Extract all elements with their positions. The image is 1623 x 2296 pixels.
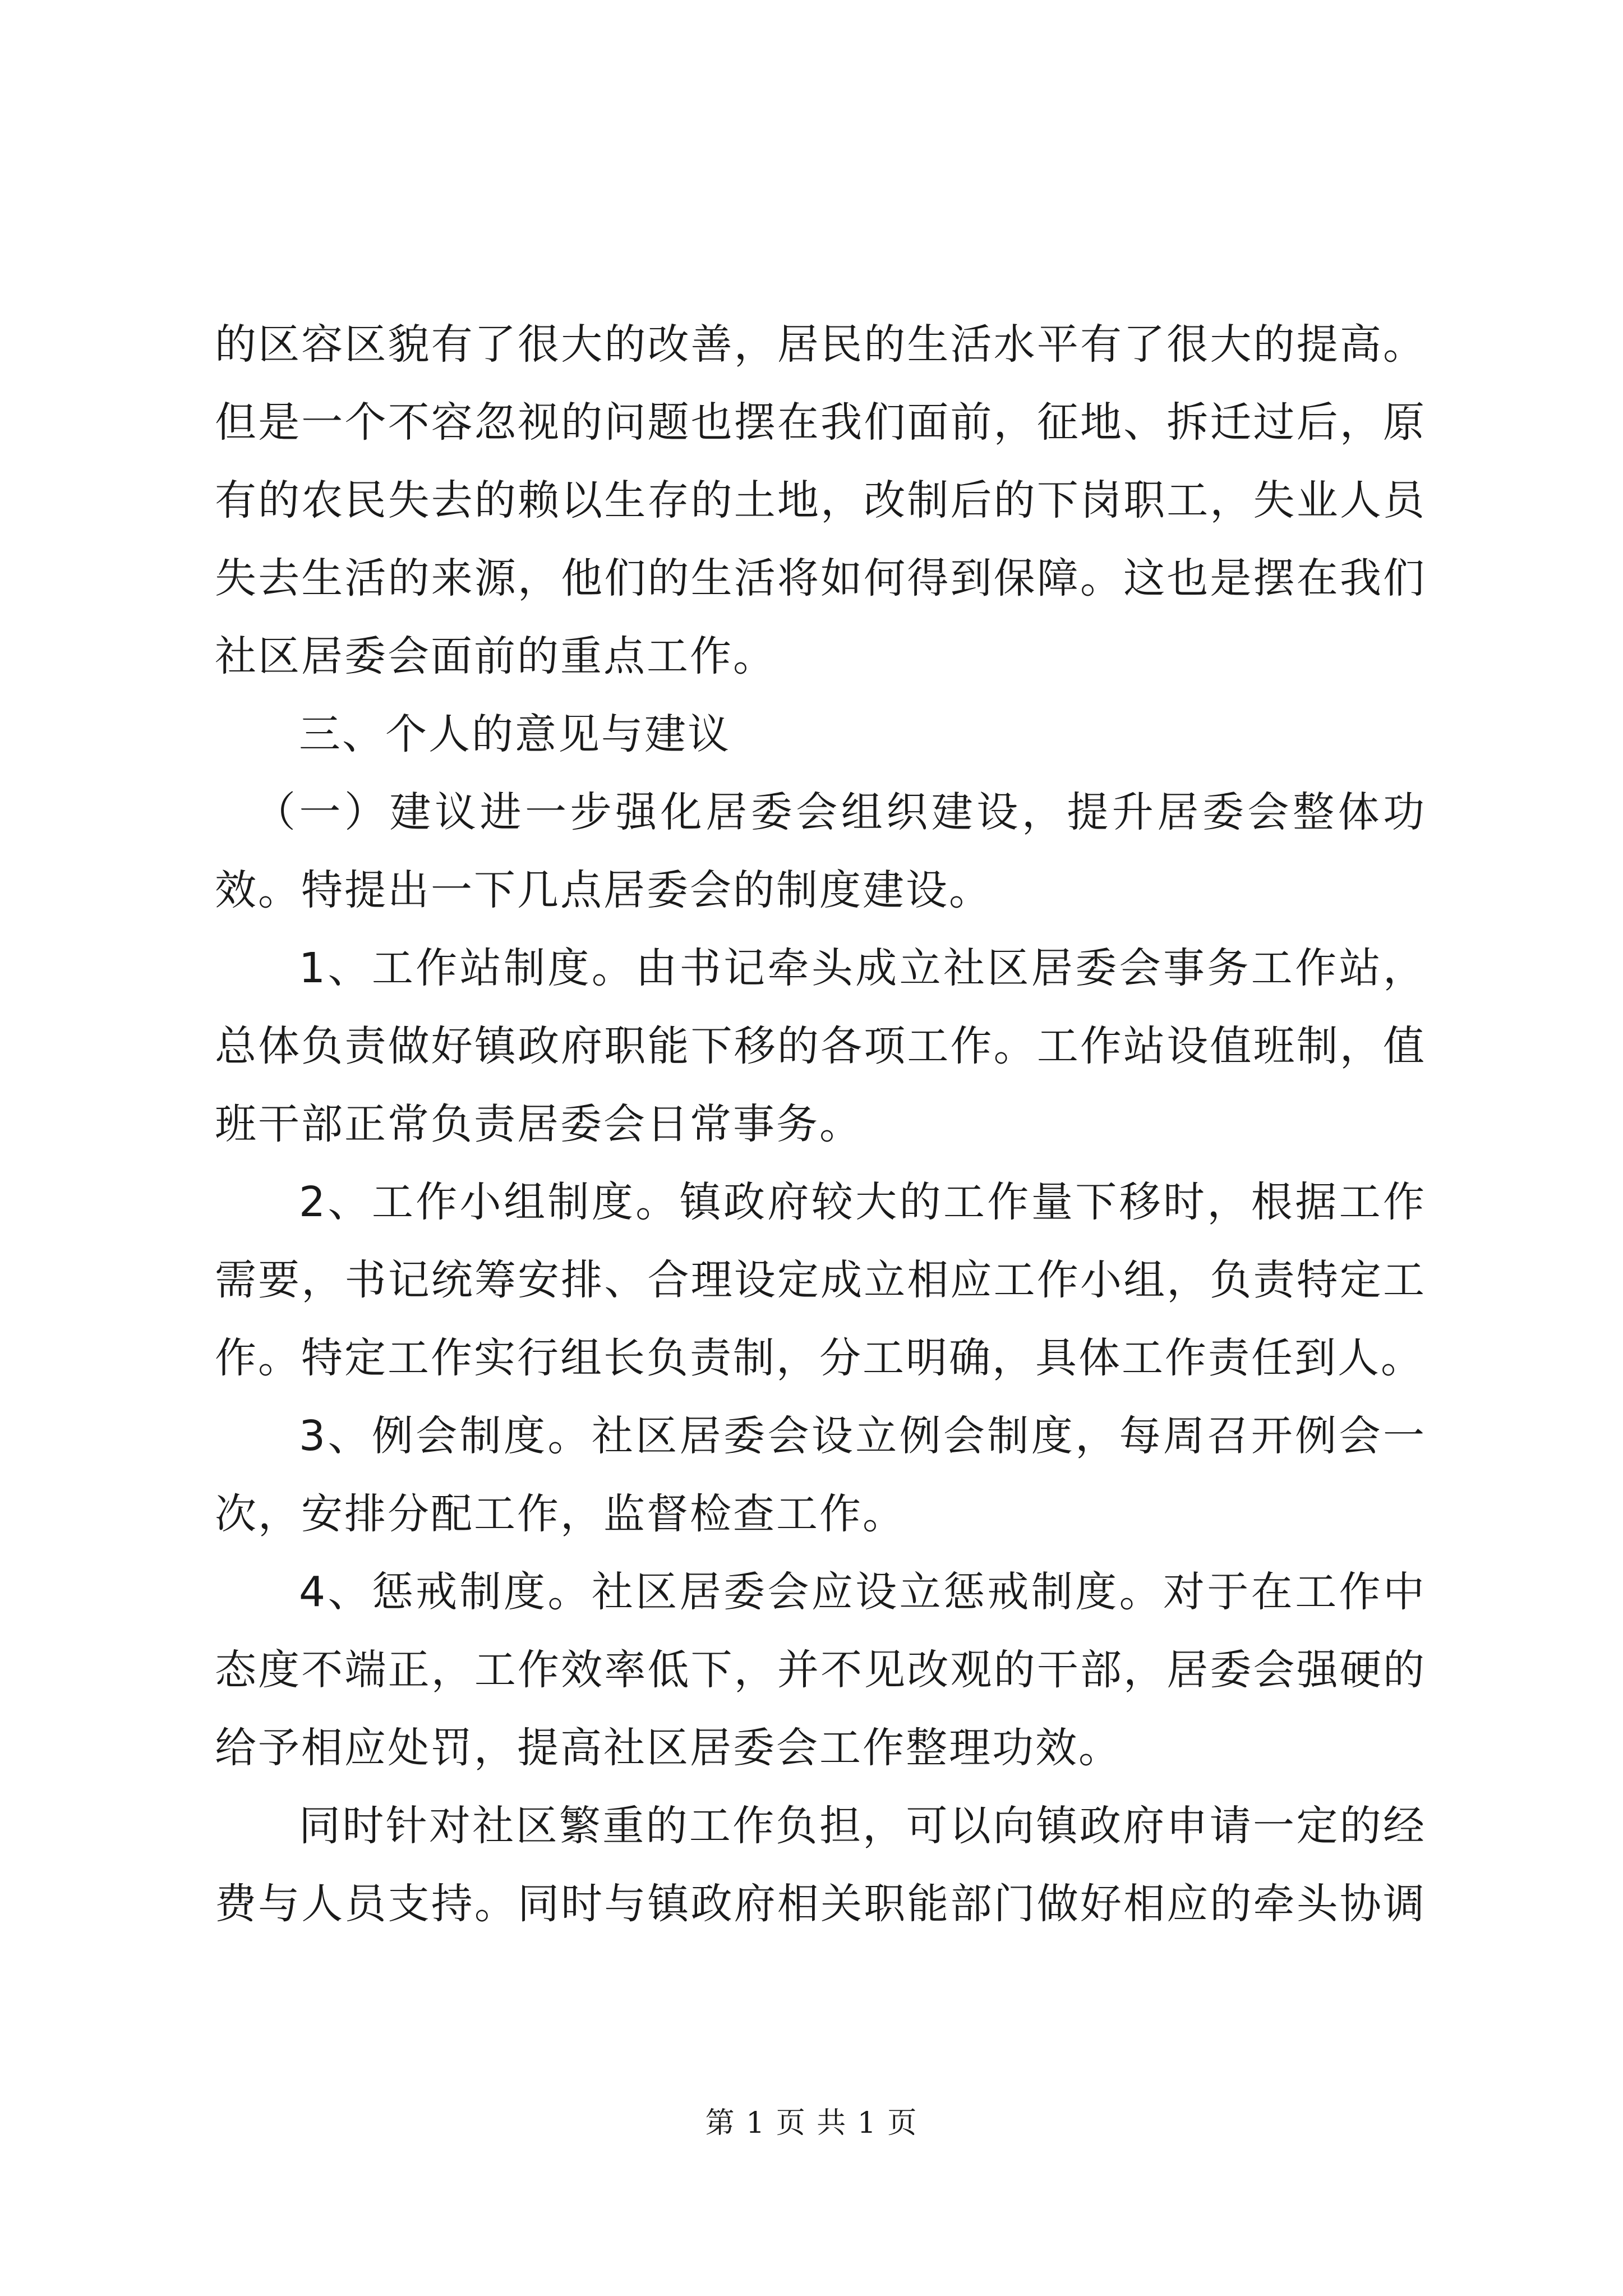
text-line: 3、例会制度。社区居委会设立例会制度，每周召开例会一 [299,1412,1426,1460]
text-line: 班干部正常负责居委会日常事务。 [215,1100,863,1148]
text-line: 态度不端正，工作效率低下，并不见改观的干部，居委会强硬的 [215,1646,1426,1694]
text-line: 有的农民失去的赖以生存的土地，改制后的下岗职工，失业人员 [215,476,1426,524]
paragraph-suggestion-one [215,774,1426,930]
text-line: 失去生活的来源，他们的生活将如何得到保障。这也是摆在我们 [215,554,1426,602]
text-line: 的区容区貌有了很大的改善，居民的生活水平有了很大的提高。 [215,320,1426,369]
paragraph-funding-support [215,1787,1426,1943]
paragraph-meeting-system [215,1397,1426,1553]
section-heading [215,696,1426,774]
text-line: 但是一个不容忽视的问题也摆在我们面前，征地、拆迁过后，原 [215,398,1426,447]
text-line: 4、惩戒制度。社区居委会应设立惩戒制度。对于在工作中 [299,1568,1426,1616]
paragraph-district-improvement [215,306,1426,696]
text-line: 同时针对社区繁重的工作负担，可以向镇政府申请一定的经 [299,1802,1426,1850]
text-line: 次，安排分配工作，监督检查工作。 [215,1490,906,1538]
text-line: 作。特定工作实行组长负责制，分工明确，具体工作责任到人。 [215,1334,1424,1382]
page-number-footer: 第 1 页 共 1 页 [705,2106,918,2140]
text-line: 1、工作站制度。由书记牵头成立社区居委会事务工作站， [299,944,1426,992]
text-line: （一）建议进一步强化居委会组织建设，提升居委会整体功 [254,788,1426,836]
text-line: 总体负责做好镇政府职能下移的各项工作。工作站设值班制，值 [215,1022,1426,1070]
paragraph-discipline-system [215,1553,1426,1787]
text-line: 需要，书记统筹安排、合理设定成立相应工作小组，负责特定工 [215,1256,1426,1304]
paragraph-workstation-system [215,930,1426,1163]
text-line: 效。特提出一下几点居委会的制度建设。 [215,866,992,914]
text-line: 费与人员支持。同时与镇政府相关职能部门做好相应的牵头协调 [215,1880,1426,1928]
text-line: 给予相应处罚，提高社区居委会工作整理功效。 [215,1724,1122,1772]
text-line: 2、工作小组制度。镇政府较大的工作量下移时，根据工作 [299,1178,1426,1226]
paragraph-working-group-system [215,1163,1426,1397]
text-line: 三、个人的意见与建议 [299,710,731,758]
text-line: 社区居委会面前的重点工作。 [215,632,776,680]
document-body [215,306,1426,1943]
